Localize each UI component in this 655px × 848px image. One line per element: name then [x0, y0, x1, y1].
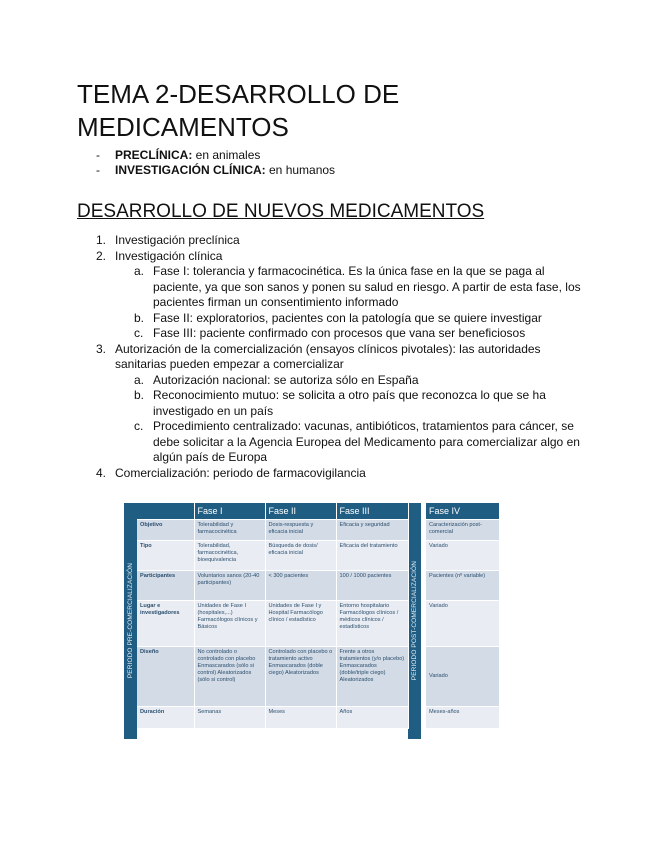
- table-row: [426, 541, 499, 571]
- list-text: Comercialización: periodo de farmacovigilancia: [115, 465, 366, 480]
- ordered-list: [96, 233, 586, 481]
- list-text: Fase I: tolerancia y farmacocinética. Es la única fase en la que se paga al paciente, ya que son sanos y ponen su salud en riesgo. A partir de esta fase, los pacientes firman un consentimiento informado: [153, 264, 581, 309]
- table-cell: Variado: [426, 647, 499, 707]
- list-text: Fase II: exploratorios, pacientes con la patología que se quiere investigar: [153, 310, 542, 325]
- list-letter: a.: [134, 372, 145, 387]
- table-cell: 100 / 1000 pacientes: [336, 571, 408, 601]
- dash-marker: -: [96, 163, 100, 177]
- list-text: Investigación clínica: [115, 248, 223, 263]
- table-cell: Búsqueda de dosis/ eficacia inicial: [265, 541, 336, 571]
- sub-list-item: [96, 388, 586, 419]
- table-row: [137, 571, 408, 601]
- list-text: Autorización nacional: se autoriza sólo en España: [153, 372, 419, 387]
- table-cell: No controlado o controlado con placebo Enmascarados (sólo si control) Aleatorizados (sólo si control): [194, 647, 265, 707]
- table-cell: Dosis-respuesta y eficacia inicial: [265, 520, 336, 541]
- sub-list-item: [96, 264, 586, 311]
- table-row: [426, 647, 499, 707]
- page-title: TEMA 2-DESARROLLO DE MEDICAMENTOS: [77, 79, 400, 142]
- list-text: Autorización de la comercialización (ensayos clínicos pivotales): las autoridades sanitarias pueden empezar a comercializar: [115, 341, 541, 371]
- phase-iv-table: [426, 503, 500, 729]
- table-cell: < 300 pacientes: [265, 571, 336, 601]
- intro-item: [96, 148, 335, 163]
- row-label: Diseño: [137, 647, 194, 707]
- list-text: Investigación preclínica: [115, 233, 240, 247]
- intro-text: en animales: [192, 148, 261, 162]
- list-letter: c.: [134, 419, 144, 433]
- intro-text: en humanos: [265, 163, 336, 177]
- table-cell: Meses: [265, 707, 336, 729]
- sub-list-item: [96, 326, 586, 342]
- table-cell: Variado: [426, 541, 499, 571]
- list-number: 2.: [96, 248, 107, 263]
- list-text: Fase III: paciente confirmado con procesos que vana ser beneficiosos: [153, 326, 526, 340]
- header-cell: Fase IV: [426, 503, 499, 520]
- sub-list-item: [96, 311, 586, 327]
- table-cell: Eficacia del tratamiento: [336, 541, 408, 571]
- table-row: [137, 541, 408, 571]
- list-text: Reconocimiento mutuo: se solicita a otro país que reconozca lo que se ha investigado en un país: [153, 388, 546, 418]
- row-label: Lugar e investigadores: [137, 601, 194, 647]
- table-row: [137, 601, 408, 647]
- table-cell: Pacientes (nº variable): [426, 571, 499, 601]
- row-label: Duración: [137, 707, 194, 729]
- post-commercialization-band: [408, 503, 421, 739]
- list-letter: c.: [134, 326, 144, 340]
- row-label: Objetivo: [137, 520, 194, 541]
- table-cell: Años: [336, 707, 408, 729]
- header-cell: Fase II: [265, 503, 336, 520]
- header-cell: Fase I: [194, 503, 265, 520]
- table-cell: Entorno hospitalario Farmacólogos clínicos / médicos clínicos / estadísticos: [336, 601, 408, 647]
- table-cell: Caracterización post-comercial: [426, 520, 499, 541]
- table-cell: Tolerabilidad, farmacocinética, bioequivalencia: [194, 541, 265, 571]
- table-row: [137, 647, 408, 707]
- intro-list: [96, 148, 335, 178]
- dash-marker: -: [96, 148, 100, 162]
- table-cell: Frente a otros tratamientos (y/o placebo) Enmascarados (doble/triple ciego) Aleatorizados: [336, 647, 408, 707]
- table-cell: Voluntarios sanos (20-40 participantes): [194, 571, 265, 601]
- intro-term: PRECLÍNICA:: [115, 148, 193, 162]
- table-cell: Eficacia y seguridad: [336, 520, 408, 541]
- band-label: PERIODO POST-COMERCIALIZACIÓN: [411, 561, 418, 681]
- header-cell: Fase III: [336, 503, 408, 520]
- table-cell: Controlado con placebo o tratamiento activo Enmascarados (doble ciego) Aleatorizados: [265, 647, 336, 707]
- intro-item: [96, 163, 335, 178]
- row-label: Participantes: [137, 571, 194, 601]
- list-letter: b.: [134, 310, 145, 325]
- list-item: [96, 249, 586, 265]
- sub-list-item: [96, 419, 586, 466]
- table-row: [137, 707, 408, 729]
- table-cell: Meses-años: [426, 707, 499, 729]
- phases-table-figure: [124, 503, 499, 739]
- table-row: [426, 707, 499, 729]
- table-row: [426, 571, 499, 601]
- list-number: 4.: [96, 465, 107, 480]
- list-text: Procedimiento centralizado: vacunas, antibióticos, tratamientos para cáncer, se debe solicitar a la Agencia Europea del Medicamento para comercializar algo en algún país de Europa: [153, 419, 580, 464]
- section-title: DESARROLLO DE NUEVOS MEDICAMENTOS: [77, 201, 485, 222]
- header-blank: [137, 503, 194, 520]
- table-row: [426, 601, 499, 647]
- band-label: PERIODO PRE-COMERCIALIZACIÓN: [127, 563, 134, 679]
- list-item: [96, 466, 586, 482]
- list-number: 1.: [96, 233, 107, 247]
- sub-list-item: [96, 373, 586, 389]
- intro-term: INVESTIGACIÓN CLÍNICA:: [115, 163, 266, 177]
- table-cell: Unidades de Fase I (hospitales,...) Farmacólogos clínicos y Básicos: [194, 601, 265, 647]
- list-letter: b.: [134, 388, 145, 402]
- pre-commercialization-band: [124, 503, 137, 739]
- row-label: Tipo: [137, 541, 194, 571]
- list-item: [96, 233, 586, 249]
- list-item: [96, 342, 586, 373]
- phases-table: [137, 503, 409, 729]
- table-row: [137, 520, 408, 541]
- table-cell: Tolerabilidad y farmacocinética: [194, 520, 265, 541]
- list-letter: a.: [134, 264, 145, 278]
- list-number: 3.: [96, 341, 107, 356]
- table-cell: Variado: [426, 601, 499, 647]
- table-cell: Semanas: [194, 707, 265, 729]
- table-cell: Unidades de Fase I y Hospital Farmacólogo clínico / estadístico: [265, 601, 336, 647]
- table-row: [426, 520, 499, 541]
